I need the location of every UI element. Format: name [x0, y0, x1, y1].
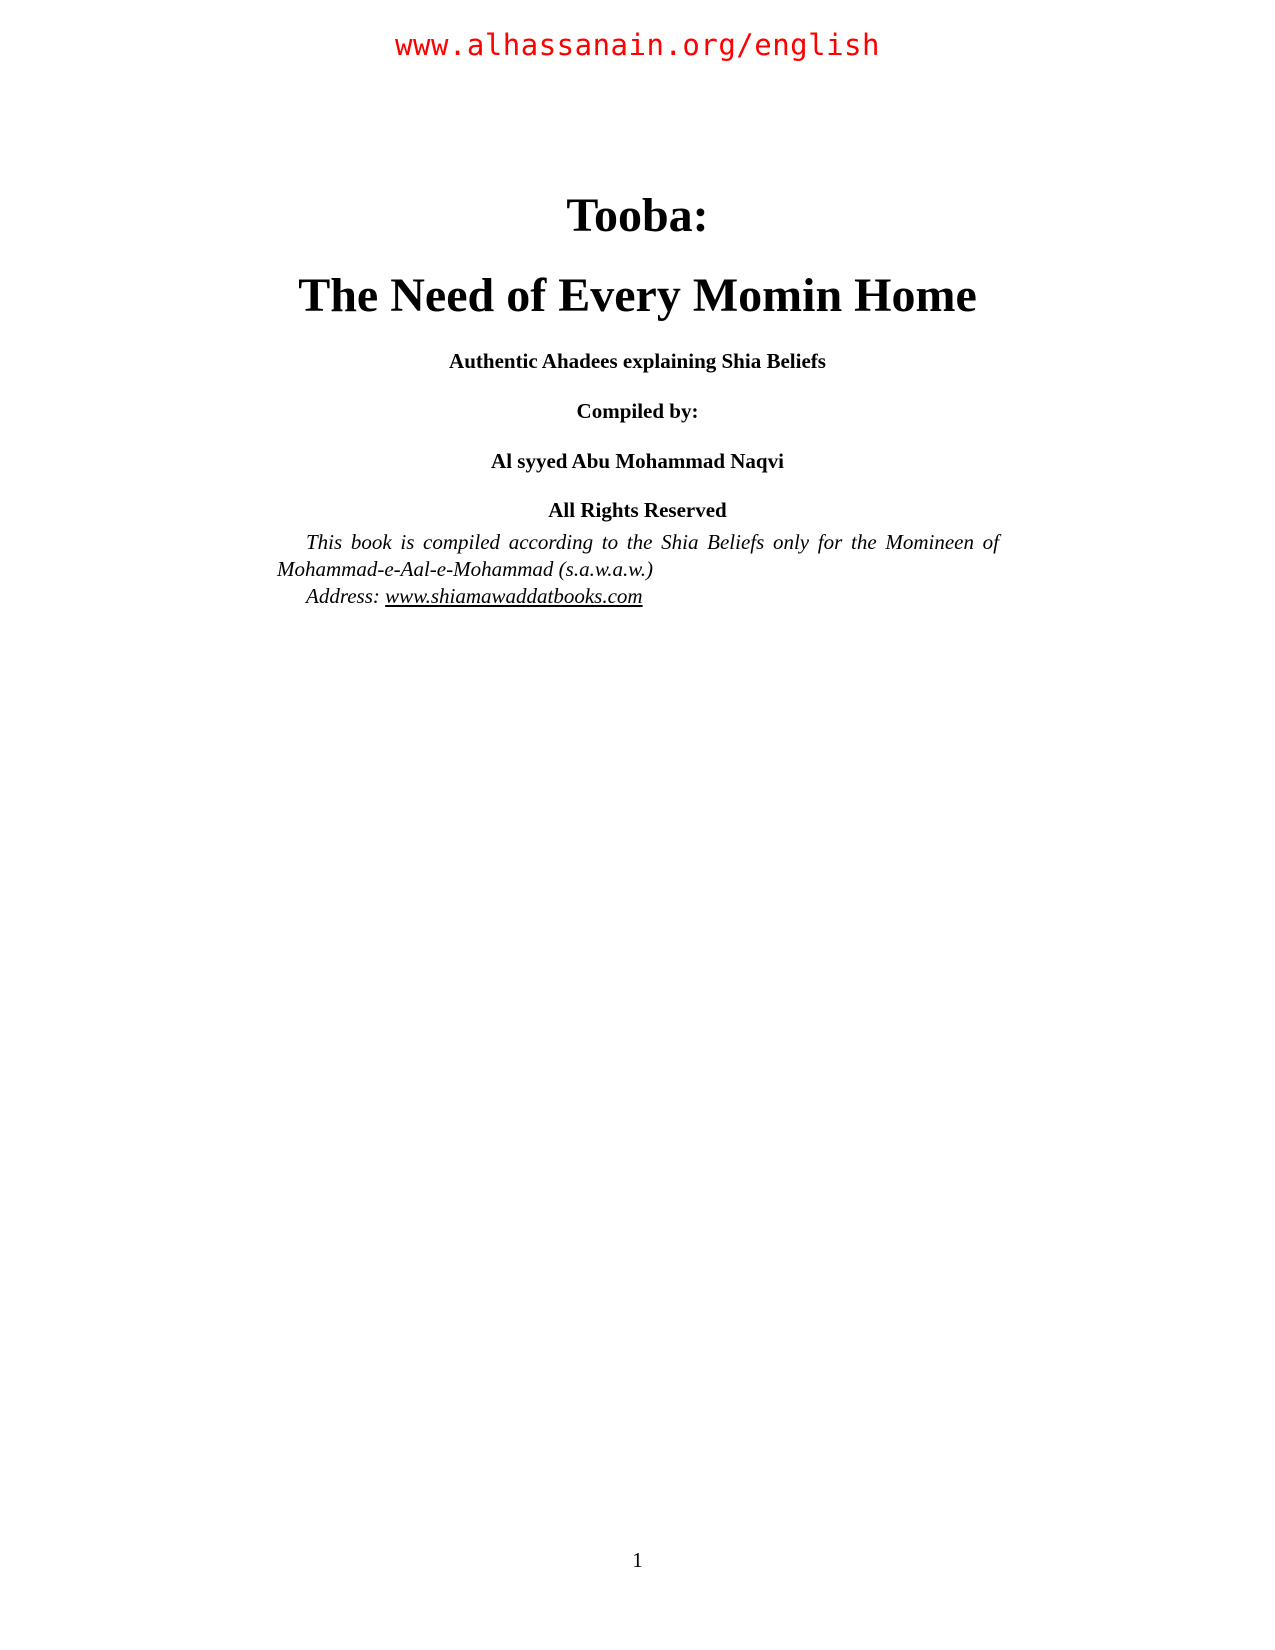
page-number: 1: [632, 1548, 643, 1572]
compiled-by-label: Compiled by:: [576, 399, 699, 423]
address-line: [277, 583, 999, 610]
book-title-line-1: Tooba:: [566, 189, 709, 242]
rights-notice: All Rights Reserved: [548, 498, 727, 522]
site-watermark: www.alhassanain.org/english: [395, 28, 880, 62]
book-notice: [277, 529, 999, 610]
compilation-statement: This book is compiled according to the Shia Beliefs only for the Momineen of Mohammad-e-Aal-e-Mohammad (s.a.w.a.w.): [277, 530, 999, 581]
author-name: Al syyed Abu Mohammad Naqvi: [491, 449, 784, 473]
book-title-line-2: The Need of Every Momin Home: [298, 269, 977, 322]
book-subtitle: Authentic Ahadees explaining Shia Beliefs: [449, 349, 826, 373]
address-label: Address:: [306, 584, 386, 608]
address-link[interactable]: www.shiamawaddatbooks.com: [385, 584, 643, 608]
